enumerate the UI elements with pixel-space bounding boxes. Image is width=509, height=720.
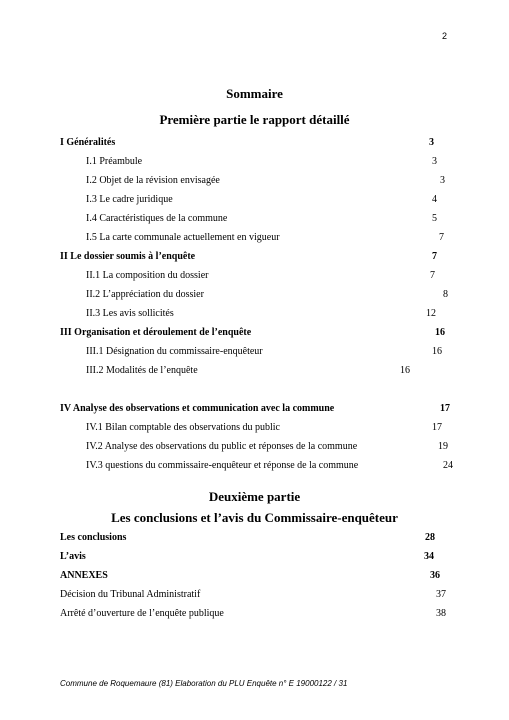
toc-label: II Le dossier soumis à l’enquête [60,251,196,262]
toc-label: IV.1 Bilan comptable des observations du public [86,422,280,433]
toc-page: 3 [432,156,437,167]
toc-page: 17 [440,403,450,414]
toc-label: I.2 Objet de la révision envisagée [86,175,220,186]
toc-label: I Généralités [60,137,116,148]
part-one-title: Première partie le rapport détaillé [159,112,350,127]
toc-page: 5 [432,213,437,224]
toc-page: 24 [443,460,453,471]
toc-label: III.2 Modalités de l’enquête [86,365,198,376]
toc-page: 16 [400,365,410,376]
toc-label: I.4 Caractéristiques de la commune [86,213,228,224]
toc-label: I.5 La carte communale actuellement en vigueur [86,232,280,243]
toc-label: II.2 L’appréciation du dossier [86,289,204,300]
toc-page: 16 [435,327,445,338]
toc-label: IV.2 Analyse des observations du public et réponses de la commune [86,441,358,452]
toc-label: I.3 Le cadre juridique [86,194,173,205]
toc-label: IV.3 questions du commissaire-enquêteur et réponse de la commune [86,460,359,471]
toc-label: L’avis [60,551,86,562]
toc-page: 36 [430,570,440,581]
toc-page: 7 [430,270,435,281]
toc-label: Décision du Tribunal Administratif [60,589,201,600]
toc-page: 16 [432,346,442,357]
toc-page: 19 [438,441,448,452]
toc-page: 3 [429,137,434,148]
toc-page: 7 [432,251,437,262]
toc-label: Arrêté d’ouverture de l’enquête publique [60,608,224,619]
toc-page: 34 [424,551,434,562]
toc-page: 7 [439,232,444,243]
toc-label: IV Analyse des observations et communication avec la commune [60,403,335,414]
toc-label: Les conclusions [60,532,127,543]
toc-label: III Organisation et déroulement de l’enquête [60,327,252,338]
part-two-subtitle: Les conclusions et l’avis du Commissaire-enquêteur [111,510,398,525]
page-footer: Commune de Roquemaure (81) Elaboration du PLU Enquête n° E 19000122 / 31 [60,679,348,688]
toc-page: 8 [443,289,448,300]
page-number: 2 [442,31,448,41]
toc-page: 17 [432,422,442,433]
toc-page: 28 [425,532,435,543]
toc-page: 4 [432,194,437,205]
toc-page: 38 [436,608,446,619]
toc-label: ANNEXES [60,570,108,581]
toc-label: III.1 Désignation du commissaire-enquêteur [86,346,263,357]
toc-label: II.3 Les avis sollicités [86,308,174,319]
toc-label: I.1 Préambule [86,156,143,167]
toc-page: 37 [436,589,446,600]
toc-page: 12 [426,308,436,319]
toc-page: 3 [440,175,445,186]
part-two-title: Deuxième partie [208,489,301,504]
summary-title: Sommaire [226,86,283,101]
toc-label: II.1 La composition du dossier [86,270,209,281]
